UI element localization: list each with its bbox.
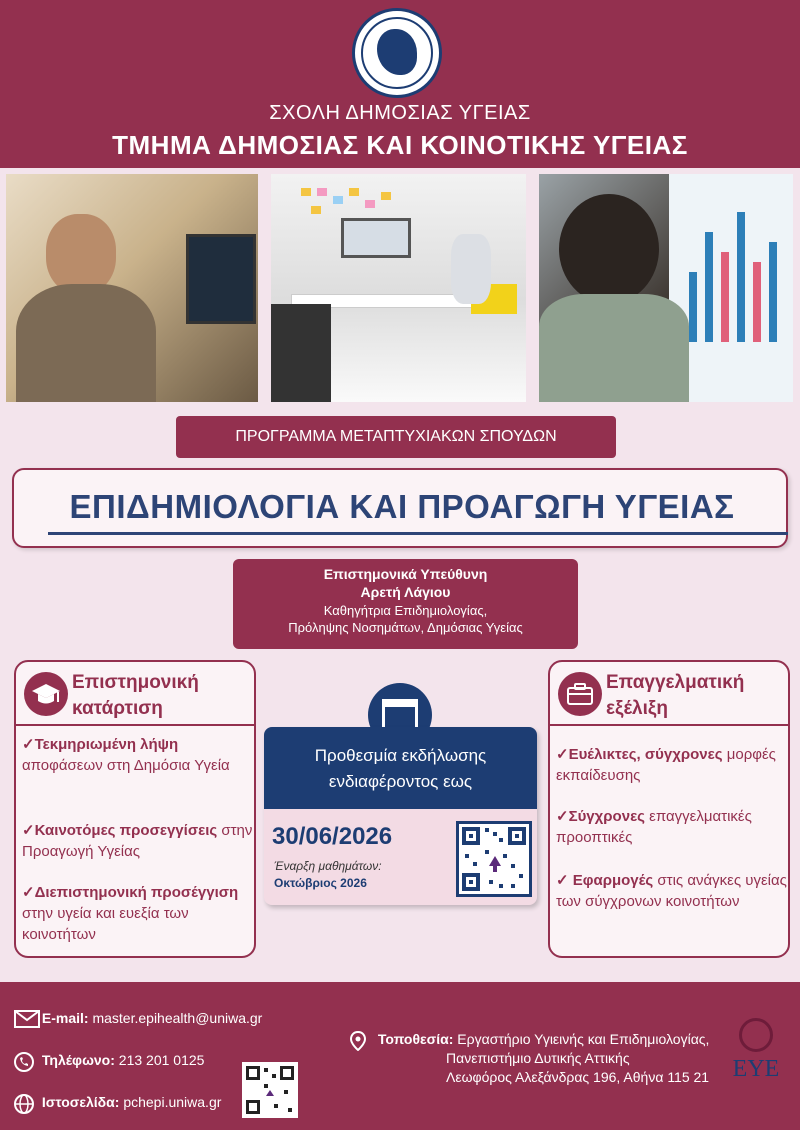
professional-development-title [606,670,786,722]
program-label: ΠΡΟΓΡΑΜΜΑ ΜΕΤΑΠΤΥΧΙΑΚΩΝ ΣΠΟΥΔΩΝ [176,416,616,458]
location-pin-icon [350,1031,370,1049]
supervisor-title-line2: Πρόληψης Νοσημάτων, Δημόσιας Υγείας [288,620,523,635]
professional-development-header [550,662,788,726]
scientific-training-header [16,662,254,726]
location-line3: Λεωφόρος Αλεξάνδρας 196, Αθήνα 115 21 [446,1069,710,1086]
location-block [350,1030,710,1087]
phone-link[interactable]: 213 201 0125 [118,1052,205,1068]
list-item-bold: ✓Σύγχρονες [556,808,645,825]
program-title: ΕΠΙΔΗΜΙΟΛΟΓΙΑ ΚΑΙ ΠΡΟΑΓΩΓΗ ΥΓΕΙΑΣ [69,488,735,525]
course-start-label: Έναρξη μαθημάτων: [274,859,382,873]
supervisor-role: Επιστημονικά Υπεύθυνη [323,566,488,582]
department-name: ΤΜΗΜΑ ΔΗΜΟΣΙΑΣ ΚΑΙ ΚΟΙΝΟΤΙΚΗΣ ΥΓΕΙΑΣ [112,130,688,160]
photo-team-meeting [271,174,526,402]
deadline-heading-line2: ενδιαφέροντος εως [328,772,473,791]
footer-qr-code[interactable] [242,1062,298,1118]
graduation-cap-icon [24,672,68,716]
website-label: Ιστοσελίδα: [41,1094,120,1110]
qr-code[interactable] [456,821,532,897]
deadline-date: 30/06/2026 [272,823,393,850]
supervisor-title-line1: Καθηγήτρια Επιδημιολογίας, [323,603,488,618]
globe-icon [14,1094,34,1112]
list-item-bold: ✓ Εφαρμογές [556,872,654,889]
professional-development-title-line1: Επαγγελματική [606,672,745,693]
list-item [556,870,788,912]
list-item [556,744,788,786]
location-label: Τοποθεσία: [377,1031,454,1047]
email-row [14,1010,262,1028]
phone-row [14,1052,204,1070]
deadline-card [264,727,537,905]
magnifier-icon [739,1018,773,1052]
title-underline [48,532,788,535]
website-link[interactable]: pchepi.uniwa.gr [123,1094,222,1110]
professional-development-box [548,660,790,958]
scientific-training-title-line2: κατάρτιση [72,698,163,719]
list-item-bold: ✓Ευέλικτες, σύγχρονες [556,746,723,763]
scientific-training-box [14,660,256,958]
list-item [22,882,254,945]
email-link[interactable]: master.epihealth@uniwa.gr [92,1010,263,1026]
envelope-icon [14,1010,34,1028]
location-line1: Εργαστήριο Υγιεινής και Επιδημιολογίας, [457,1031,710,1047]
list-item-text: επαγγελματικές προοπτικές [556,808,752,846]
briefcase-icon [558,672,602,716]
list-item-text: μορφές εκπαίδευσης [556,746,776,784]
lab-logo [722,1018,790,1098]
program-title-box [12,468,788,548]
list-item-text: στην υγεία και ευεξία των κοινοτήτων [22,905,189,943]
photo-man-laptop [6,174,258,402]
course-start-value: Οκτώβριος 2026 [274,876,367,890]
phone-label: Τηλέφωνο: [41,1052,115,1068]
university-logo [352,8,442,98]
phone-icon [14,1052,34,1070]
list-item-text: στις ανάγκες υγείας των σύγχρονων κοινοτήτων [556,872,787,910]
list-item-text: αποφάσεων στη Δημόσια Υγεία [22,757,230,774]
scientific-training-title-line1: Επιστημονική [72,672,199,693]
scientific-supervisor-box [233,559,578,649]
list-item [22,820,254,862]
lab-logo-text: ΕΥΕ [732,1056,780,1082]
school-name: ΣΧΟΛΗ ΔΗΜΟΣΙΑΣ ΥΓΕΙΑΣ [269,102,531,124]
professional-development-title-line2: εξέλιξη [606,698,668,719]
list-item-text: στην Προαγωγή Υγείας [22,822,253,860]
deadline-heading [264,727,537,809]
list-item [556,806,788,848]
photo-woman-charts [539,174,793,402]
footer [0,982,800,1130]
deadline-heading-line1: Προθεσμία εκδήλωσης [314,746,487,765]
list-item-bold: ✓Διεπιστημονική προσέγγιση [22,884,239,901]
email-label: E-mail: [41,1010,89,1026]
list-item-bold: ✓Καινοτόμες προσεγγίσεις [22,822,218,839]
website-row [14,1094,221,1112]
header-banner [0,0,800,168]
location-line2: Πανεπιστήμιο Δυτικής Αττικής [446,1050,630,1067]
scientific-training-title [72,670,252,722]
list-item-bold: ✓Τεκμηριωμένη λήψη [22,736,179,753]
list-item [22,734,254,776]
supervisor-name: Αρετή Λάγιου [360,584,451,600]
